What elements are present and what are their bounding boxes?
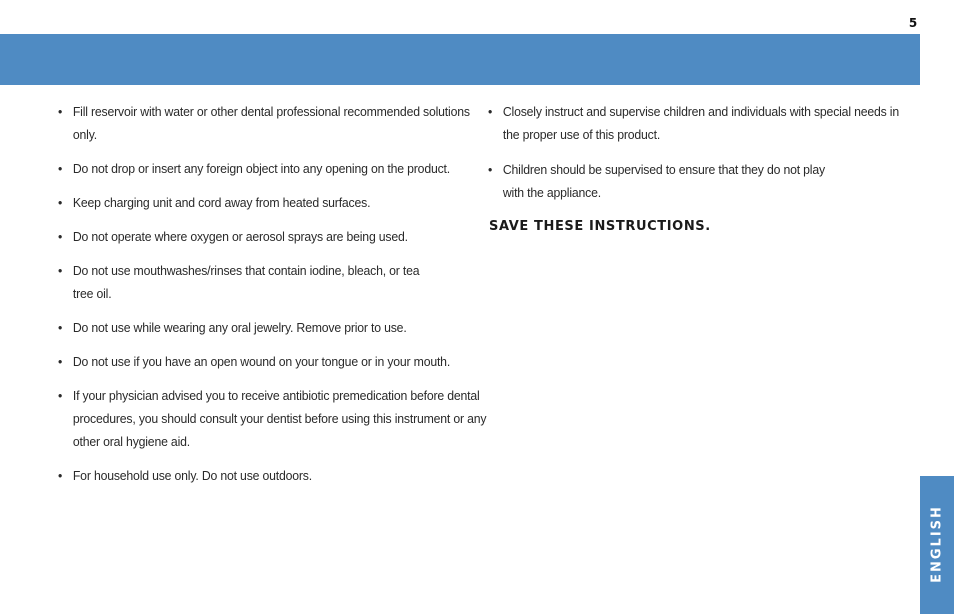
language-tab [920,476,954,614]
list-item: • Fill reservoir with water or other dental professional recommended solutions only. [58,100,487,146]
list-item: • Do not use while wearing any oral jewelry. Remove prior to use. [58,316,487,339]
list-item: • Do not use mouthwashes/rinses that contain iodine, bleach, or tea tree oil. [58,259,431,305]
list-item: • If your physician advised you to receive antibiotic premedication before dental procedures, you should consult your dentist before using this instrument or any other oral hygiene aid. [58,384,487,453]
list-item: • Keep charging unit and cord away from heated surfaces. [58,191,487,214]
list-item: • Do not drop or insert any foreign object into any opening on the product. [58,157,487,180]
safety-list-left [58,100,487,498]
list-item: • Do not use if you have an open wound on your tongue or in your mouth. [58,350,487,373]
page-number: 5 [908,16,918,30]
language-label: ENGLISH [929,505,945,583]
list-item: • Closely instruct and supervise children and individuals with special needs in the proper use of this product. [488,100,905,146]
list-item: • Do not operate where oxygen or aerosol sprays are being used. [58,225,487,248]
header-band [0,34,920,85]
safety-list-right [488,100,899,216]
list-item: • Children should be supervised to ensure that they do not play with the appliance. [488,158,847,204]
save-instructions-note: SAVE THESE INSTRUCTIONS. [489,219,711,234]
list-item: • For household use only. Do not use outdoors. [58,464,487,487]
